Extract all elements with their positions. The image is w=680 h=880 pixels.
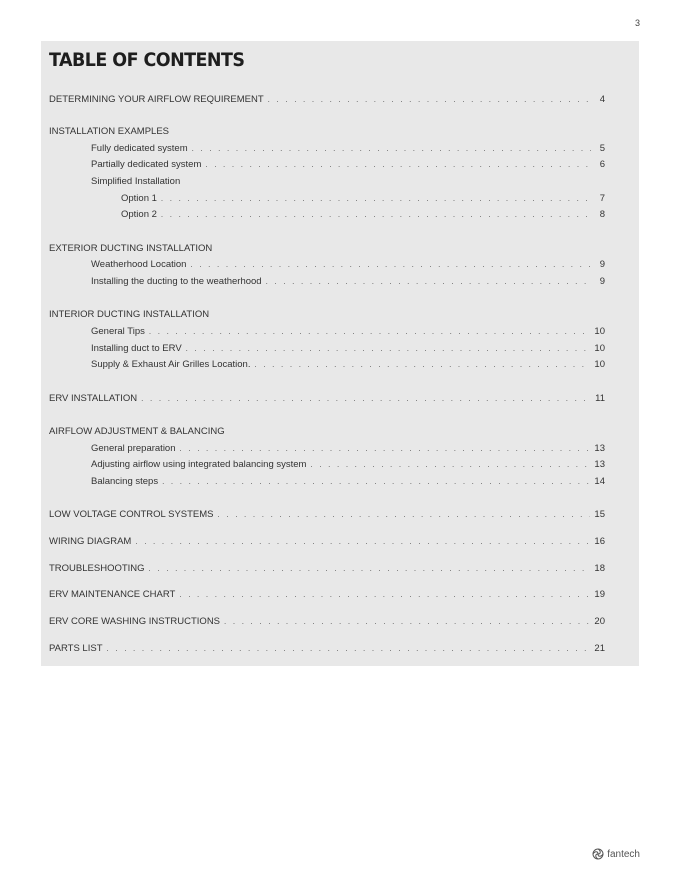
page-title: TABLE OF CONTENTS <box>49 49 245 71</box>
brand-logo <box>592 848 640 860</box>
dot-leader <box>180 442 591 456</box>
toc-label: Balancing steps <box>91 476 159 487</box>
dot-leader <box>192 142 591 156</box>
toc-entry-weatherhood-location[interactable] <box>91 258 605 272</box>
toc-entry-option-1[interactable] <box>121 192 605 206</box>
dot-leader <box>161 192 591 206</box>
toc-label: Weatherhood Location <box>91 259 187 270</box>
toc-label: INSTALLATION EXAMPLES <box>49 126 170 137</box>
toc-entry-general-preparation[interactable] <box>91 442 605 456</box>
toc-page: 10 <box>594 343 605 354</box>
toc-entry-adjusting-airflow[interactable] <box>91 458 605 472</box>
toc-label: Option 2 <box>121 209 157 220</box>
toc-label: WIRING DIAGRAM <box>49 536 132 547</box>
dot-leader <box>224 615 590 629</box>
toc-panel <box>41 41 639 666</box>
toc-entry-balancing-steps[interactable] <box>91 475 605 489</box>
dot-leader <box>266 275 591 289</box>
toc-section-airflow[interactable] <box>49 425 229 439</box>
dot-leader <box>268 93 591 107</box>
toc-entry-partially-dedicated[interactable] <box>91 158 605 172</box>
toc-label: PARTS LIST <box>49 643 103 654</box>
dot-leader <box>135 535 590 549</box>
dot-leader <box>186 342 591 356</box>
toc-label: LOW VOLTAGE CONTROL SYSTEMS <box>49 509 214 520</box>
toc-page: 16 <box>594 536 605 547</box>
toc-page: 15 <box>594 509 605 520</box>
toc-label: Installing duct to ERV <box>91 343 182 354</box>
toc-section-installation-examples[interactable] <box>49 125 173 139</box>
toc-label: ERV MAINTENANCE CHART <box>49 589 176 600</box>
toc-label: ERV CORE WASHING INSTRUCTIONS <box>49 616 221 627</box>
toc-page: 9 <box>599 259 605 270</box>
toc-entry-fully-dedicated[interactable] <box>91 142 605 156</box>
dot-leader <box>162 475 590 489</box>
toc-label: AIRFLOW ADJUSTMENT & BALANCING <box>49 426 225 437</box>
dot-leader <box>190 258 591 272</box>
toc-label: INTERIOR DUCTING INSTALLATION <box>49 309 210 320</box>
toc-label: Option 1 <box>121 193 157 204</box>
dot-leader <box>218 508 591 522</box>
page-number: 3 <box>634 18 640 28</box>
toc-entry-grilles-location[interactable] <box>91 358 605 372</box>
dot-leader <box>179 588 590 602</box>
toc-page: 20 <box>594 616 605 627</box>
toc-label: Fully dedicated system <box>91 143 188 154</box>
toc-label: EXTERIOR DUCTING INSTALLATION <box>49 243 213 254</box>
dot-leader <box>149 562 591 576</box>
toc-page: 5 <box>599 143 605 154</box>
toc-label: General preparation <box>91 443 176 454</box>
toc-page: 21 <box>594 643 605 654</box>
toc-page: 7 <box>599 193 605 204</box>
dot-leader <box>310 458 590 472</box>
toc-page: 18 <box>594 563 605 574</box>
toc-entry-installing-duct-erv[interactable] <box>91 342 605 356</box>
toc-entry-determining[interactable] <box>49 93 605 107</box>
dot-leader <box>254 358 590 372</box>
toc-page: 11 <box>595 393 605 404</box>
dot-leader <box>205 158 591 172</box>
toc-section-exterior[interactable] <box>49 242 216 256</box>
toc-entry-core-washing[interactable] <box>49 615 605 629</box>
toc-page: 13 <box>594 443 605 454</box>
toc-page: 10 <box>594 326 605 337</box>
toc-page: 10 <box>594 359 605 370</box>
toc-page: 4 <box>599 94 605 105</box>
fantech-logo-icon <box>592 848 604 860</box>
toc-label: Simplified Installation <box>91 176 181 187</box>
toc-label: DETERMINING YOUR AIRFLOW REQUIREMENT <box>49 94 264 105</box>
toc-page: 6 <box>599 159 605 170</box>
toc-page: 13 <box>594 459 605 470</box>
toc-entry-maintenance-chart[interactable] <box>49 588 605 602</box>
toc-page: 8 <box>599 209 605 220</box>
toc-label: Adjusting airflow using integrated balancing system <box>91 459 307 470</box>
toc-entry-parts-list[interactable] <box>49 642 605 656</box>
toc-entry-low-voltage[interactable] <box>49 508 605 522</box>
toc-section-simplified[interactable] <box>91 175 184 189</box>
toc-label: Installing the ducting to the weatherhood <box>91 276 262 287</box>
toc-entry-installing-ducting[interactable] <box>91 275 605 289</box>
toc-label: Partially dedicated system <box>91 159 202 170</box>
brand-name: fantech <box>607 848 640 860</box>
toc-entry-general-tips[interactable] <box>91 325 605 339</box>
toc-page: 14 <box>594 476 605 487</box>
toc-section-interior[interactable] <box>49 308 213 322</box>
toc-label: Supply & Exhaust Air Grilles Location. <box>91 359 251 370</box>
toc-label: ERV INSTALLATION <box>49 393 138 404</box>
toc-page: 9 <box>599 276 605 287</box>
toc-entry-option-2[interactable] <box>121 208 605 222</box>
toc-label: TROUBLESHOOTING <box>49 563 145 574</box>
toc-page: 19 <box>594 589 605 600</box>
dot-leader <box>141 392 591 406</box>
toc-entry-wiring-diagram[interactable] <box>49 535 605 549</box>
dot-leader <box>149 325 591 339</box>
dot-leader <box>161 208 591 222</box>
toc-entry-troubleshooting[interactable] <box>49 562 605 576</box>
dot-leader <box>107 642 591 656</box>
toc-entry-erv-installation[interactable] <box>49 392 605 406</box>
toc-label: General Tips <box>91 326 145 337</box>
